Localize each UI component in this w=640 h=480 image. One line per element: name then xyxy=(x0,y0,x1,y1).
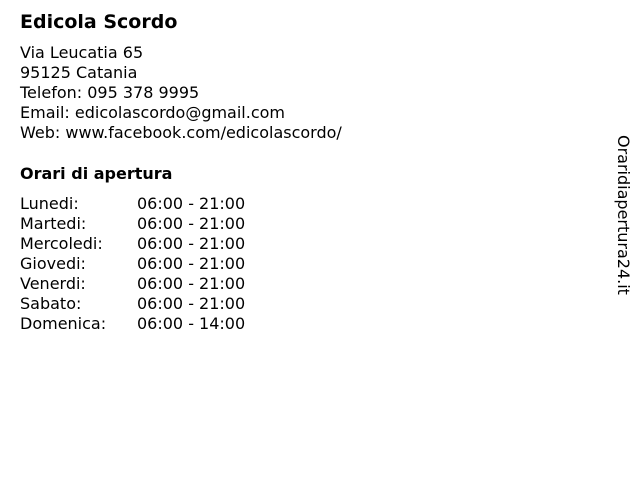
hours-row-sunday xyxy=(20,314,245,334)
hours-row-monday xyxy=(20,194,245,214)
day-label: Domenica: xyxy=(20,314,107,333)
day-label: Venerdi: xyxy=(20,274,86,293)
time-range: 06:00 - 21:00 xyxy=(137,294,246,313)
day-label: Giovedi: xyxy=(20,254,86,273)
day-label: Lunedi: xyxy=(20,194,79,213)
day-label: Martedi: xyxy=(20,214,87,233)
opening-hours-table xyxy=(20,194,245,334)
hours-row-thursday xyxy=(20,254,245,274)
time-range: 06:00 - 21:00 xyxy=(137,274,246,293)
email-address: Email: edicolascordo@gmail.com xyxy=(20,103,286,122)
business-name: Edicola Scordo xyxy=(20,11,178,33)
time-range: 06:00 - 14:00 xyxy=(137,314,246,333)
hours-row-wednesday xyxy=(20,234,245,254)
hours-row-saturday xyxy=(20,294,245,314)
day-label: Sabato: xyxy=(20,294,82,313)
contact-info xyxy=(20,43,342,143)
day-label: Mercoledi: xyxy=(20,234,103,253)
opening-hours-heading: Orari di apertura xyxy=(20,164,173,183)
address-city: 95125 Catania xyxy=(20,63,138,82)
hours-row-tuesday xyxy=(20,214,245,234)
time-range: 06:00 - 21:00 xyxy=(137,194,246,213)
hours-row-friday xyxy=(20,274,245,294)
source-watermark xyxy=(613,135,633,311)
time-range: 06:00 - 21:00 xyxy=(137,234,246,253)
address-street: Via Leucatia 65 xyxy=(20,43,144,62)
time-range: 06:00 - 21:00 xyxy=(137,254,246,273)
time-range: 06:00 - 21:00 xyxy=(137,214,246,233)
phone-number: Telefon: 095 378 9995 xyxy=(20,83,200,102)
website-url: Web: www.facebook.com/edicolascordo/ xyxy=(20,123,342,142)
watermark-text: Oraridiapertura24.it xyxy=(614,135,633,295)
